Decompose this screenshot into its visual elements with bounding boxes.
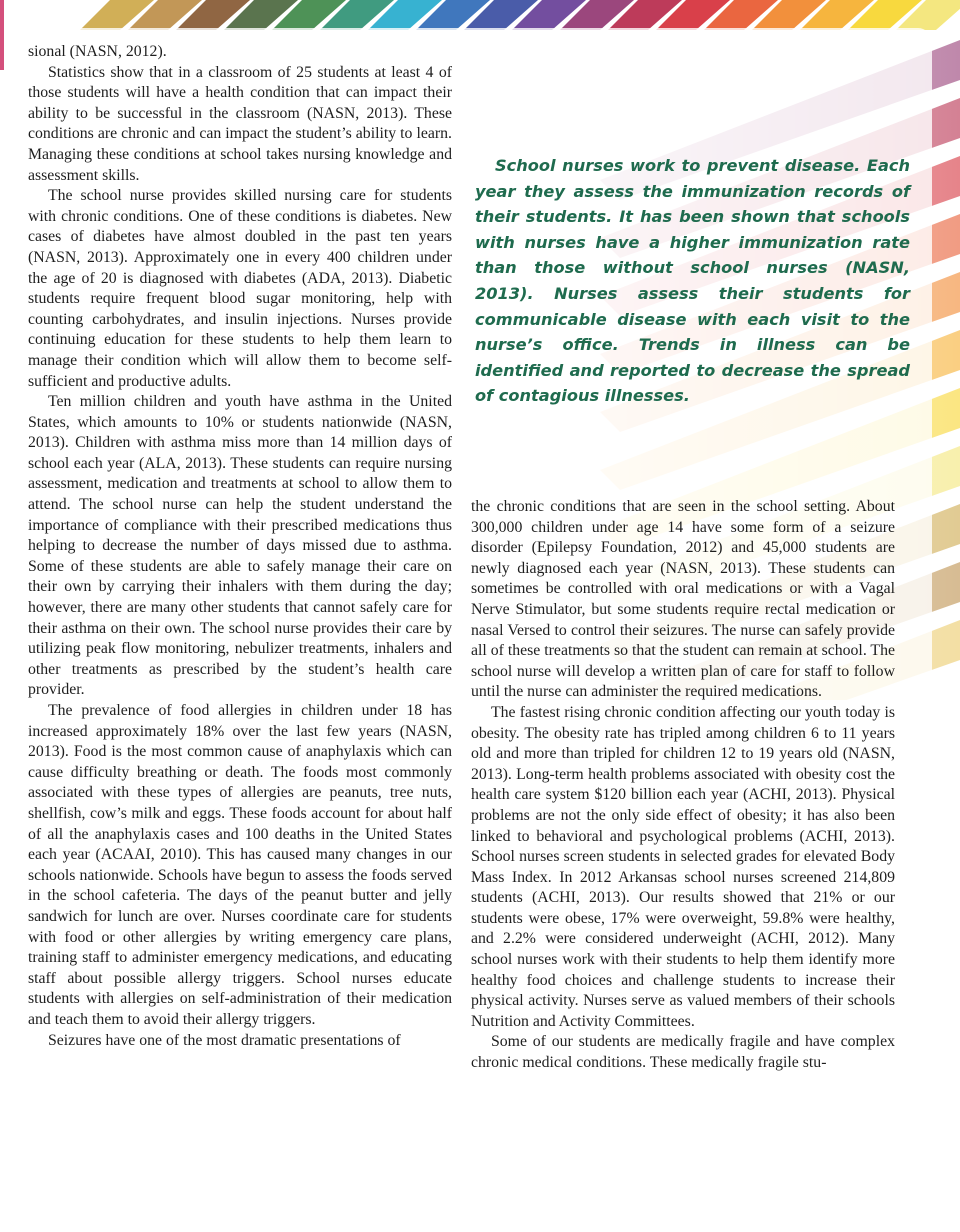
pull-quote-callout: School nurses work to prevent disease. Each year they assess the immunization records of their students. It has been shown that schools with nurses have a higher immunization rate than those without school nurses (NASN, 2013). Nurses assess their students for communicable disease with each visit to the nurse’s office. Trends in illness can be identified and reported to decrease the spread of contagious illnesses. <box>475 156 910 406</box>
paragraph: Seizures have one of the most dramatic presentations of <box>48 1031 401 1049</box>
paragraph: sional (NASN, 2012). <box>28 43 167 60</box>
paragraph: the chronic conditions that are seen in the school setting. About 300,000 children under age 14 have some form of a seizure disorder (Epilepsy Foundation, 2012) and 45,000 students are newly diagnosed each year (NASN, 2013). These students can sometimes be controlled with oral medications or with a Vagal Nerve Stimulator, but some students require rectal medication or nasal Versed to control their seizures. The nurse can safely provide all of these treatments so that the student can remain at school. The school nurse will develop a written plan of care for staff to follow until the nurse can administer the required medications. <box>471 498 895 701</box>
paragraph: The school nurse provides skilled nursing care for students with chronic conditions. One of these conditions is diabetes. New cases of diabetes have almost doubled in the past ten years (NASN, 2013). Approximately one in every 400 children under the age of 20 is diagnosed with diabetes (ADA, 2013). Diabetic students require frequent blood sugar monitoring, help with counting carbohydrates, and insulin injections. Nurses provide continuing education for these students to help them learn to manage their condition which will allow them to become self-sufficient and productive adults. <box>28 187 452 390</box>
left-column <box>28 42 452 1051</box>
paragraph: The fastest rising chronic condition affecting our youth today is obesity. The obesity rate has tripled among children 6 to 11 years old and more than tripled for children 12 to 19 years old (NASN, 2013). Long-term health problems associated with obesity cost the health care system $120 billion each year (ACHI, 2013). Physical problems are not the only side effect of obesity; it has also been linked to behavioral and psychological problems (ACHI, 2013). School nurses screen students in selected grades for elevated Body Mass Index. In 2012 Arkansas school nurses screened 214,809 students (ACHI, 2013). Our results showed that 21% or our students were obese, 17% were overweight, 59.8% were healthy, and 2.2% were considered underweight (ACHI, 2012). Many school nurses work with their students to help them identify more healthy food choices and challenge students to increase their physical activity. Nurses serve as valued members of their schools Nutrition and Activity Committees. <box>471 703 895 1030</box>
right-column <box>471 497 895 1074</box>
page-edge-accent <box>0 0 4 70</box>
paragraph: Statistics show that in a classroom of 25 students at least 4 of those students will have a health condition that can impact their ability to be successful in the classroom (NASN, 2013). These conditions are chronic and can impact the student’s ability to learn. Managing these conditions at school takes nursing knowledge and assessment skills. <box>28 63 452 184</box>
paragraph: Some of our students are medically fragile and have complex chronic medical conditions. These medically fragile stu- <box>471 1033 895 1072</box>
paragraph: The prevalence of food allergies in children under 18 has increased approximately 18% over the last few years (NASN, 2013). Food is the most common cause of anaphylaxis which can cause difficulty breathing or death. The foods most commonly associated with these types of allergies are peanuts, tree nuts, shellfish, cow’s milk and eggs. These foods account for about half of all the anaphylaxis cases and 100 deaths in the United States each year (ACAAI, 2010). This has caused many changes in our schools nationwide. Schools have begun to assess the foods served in the school cafeteria. The days of the peanut butter and jelly sandwich for lunch are over. Nurses coordinate care for students with food or other allergies by writing emergency care plans, training staff to administer emergency medications, and educating staff about possible allergy triggers. School nurses educate students with allergies on self-administration of their medication and teach them to avoid their allergy triggers. <box>28 702 452 1028</box>
paragraph: Ten million children and youth have asthma in the United States, which amounts to 10% or students nationwide (NASN, 2013). Children with asthma miss more than 14 million days of school each year (ALA, 2013). These students can require nursing assessment, medication and treatments at school to allow them to attend. The school nurse can help the student understand the importance of compliance with their prescribed medications thus helping to decrease the number of days missed due to asthma. Some of these students are able to safely manage their care on their own by carrying their inhalers with them during the day; however, there are many other students that cannot safely care for their asthma on their own. The school nurse provides their care by utilizing peak flow monitoring, nebulizer treatments, inhalers and other treatments as prescribed by the student’s health care provider. <box>28 393 452 699</box>
